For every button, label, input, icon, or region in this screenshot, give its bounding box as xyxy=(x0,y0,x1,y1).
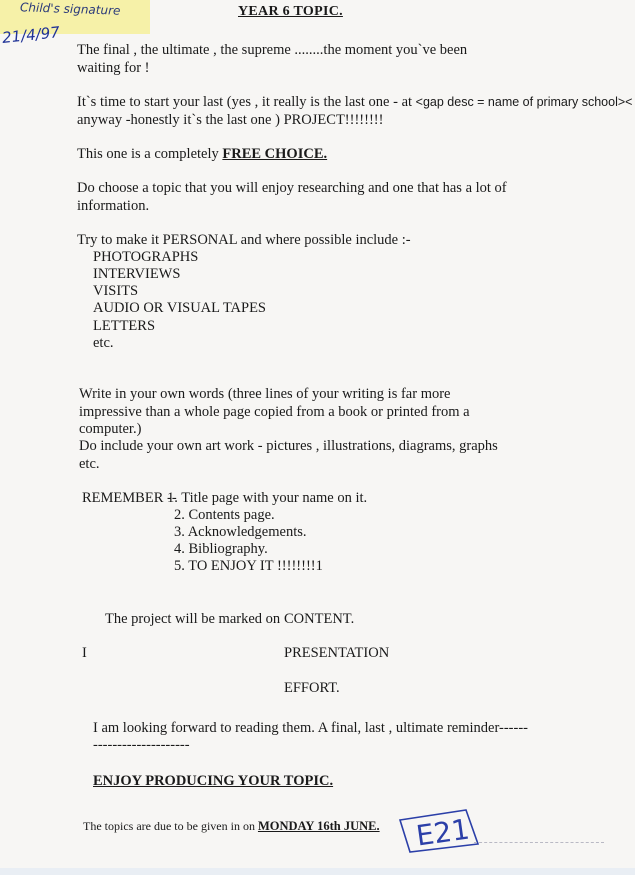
free-choice-prefix: This one is a completely xyxy=(77,146,223,162)
due-date: MONDAY 16th JUNE. xyxy=(257,819,380,833)
stray-letter: I xyxy=(82,645,87,661)
own-words-line-1: Write in your own words (three lines of your writing is far more xyxy=(79,386,451,402)
handwritten-mark-stamp xyxy=(396,808,480,854)
topic-advice-line-1: Do choose a topic that you will enjoy researching and one that has a lot of xyxy=(77,180,507,196)
sticky-note-text: Child's signature xyxy=(19,0,121,18)
due-prefix: The topics are due to be given in on xyxy=(83,819,258,833)
project-line-2: anyway -honestly it`s the last one ) PROJECT!!!!!!!! xyxy=(77,112,384,128)
own-words-line-3: computer.) xyxy=(79,421,142,437)
own-words-line-5: etc. xyxy=(79,456,100,472)
intro-line-1: The final , the ultimate , the supreme ........the moment you`ve been xyxy=(77,42,468,58)
personal-intro: Try to make it PERSONAL and where possible include :- xyxy=(77,232,411,248)
page-bottom-edge xyxy=(0,868,635,875)
personal-item: LETTERS xyxy=(93,318,156,334)
enjoy-heading: ENJOY PRODUCING YOUR TOPIC. xyxy=(93,773,334,789)
project-line-1-text: It`s time to start your last (yes , it really is the last one - at xyxy=(77,94,416,110)
marking-intro: The project will be marked on xyxy=(105,611,281,627)
intro-line-2: waiting for ! xyxy=(77,60,150,76)
gap-placeholder: <gap desc = name of primary school>< xyxy=(415,95,633,109)
remember-item: 5. TO ENJOY IT !!!!!!!!1 xyxy=(174,558,323,574)
remember-item: 3. Acknowledgements. xyxy=(174,524,307,540)
page-title: YEAR 6 TOPIC. xyxy=(238,4,343,19)
own-words-line-2: impressive than a whole page copied from a book or printed from a xyxy=(79,404,470,420)
personal-item: INTERVIEWS xyxy=(93,266,181,282)
own-words-line-4: Do include your own art work - pictures , illustrations, diagrams, graphs xyxy=(79,438,498,454)
remember-item: 2. Contents page. xyxy=(174,507,275,523)
marking-criterion: PRESENTATION xyxy=(284,645,390,661)
closing-line-2: -------------------- xyxy=(93,737,190,753)
remember-label: REMEMBER -- xyxy=(82,490,177,506)
marking-criterion: CONTENT. xyxy=(284,611,355,627)
handwritten-date: 21/4/97 xyxy=(1,23,61,47)
free-choice-line xyxy=(77,146,327,164)
project-line-1 xyxy=(77,94,632,112)
personal-item: AUDIO OR VISUAL TAPES xyxy=(93,300,266,316)
personal-item: PHOTOGRAPHS xyxy=(93,249,199,265)
stamp-text: E21 xyxy=(414,812,472,853)
faint-dashed-line xyxy=(474,842,604,843)
personal-item: etc. xyxy=(93,335,114,351)
free-choice-emphasis: FREE CHOICE. xyxy=(222,146,328,162)
remember-item: 4. Bibliography. xyxy=(174,541,268,557)
personal-item: VISITS xyxy=(93,283,139,299)
closing-line-1: I am looking forward to reading them. A final, last , ultimate reminder------ xyxy=(93,720,528,736)
remember-item: 1. Title page with your name on it. xyxy=(167,490,368,506)
due-line xyxy=(83,819,380,834)
topic-advice-line-2: information. xyxy=(77,198,150,214)
marking-criterion: EFFORT. xyxy=(284,680,340,696)
